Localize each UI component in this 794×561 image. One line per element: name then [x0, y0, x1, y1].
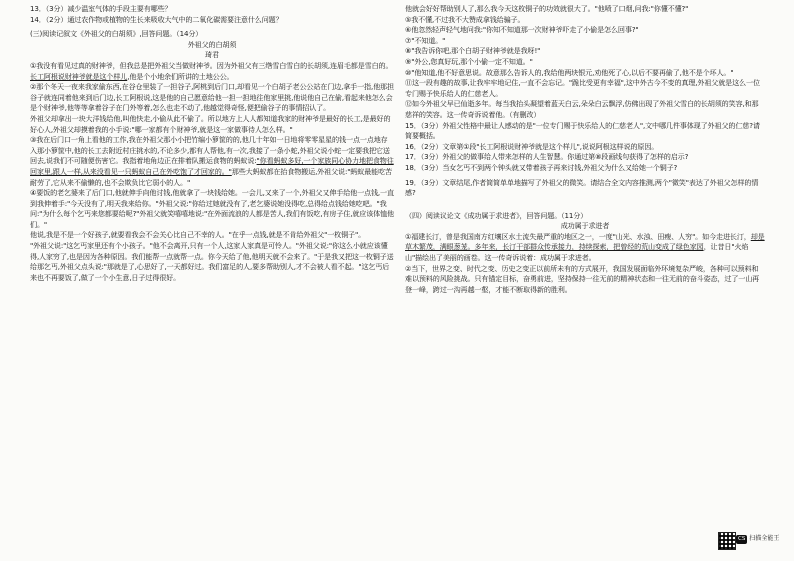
section-4-heading: （四）阅读议论文《成功属于求进者》，回答问题。（11分） [405, 210, 588, 220]
paragraph-10: ⑩"他知道,他不好意思说。故意那么告诉人的,我给他两块银元,劝他死了心,以后不要再偷了,他不是个坏人。" [405, 67, 734, 77]
paragraph-6: ⑥他忽然轻声轻气地问我:"你知不知道那一次财神爷吓走了小偷是怎么回事?" [405, 25, 639, 35]
paragraph-3-text: ③我在后门口一角上看他的工作,我在外祖父那小小把竹编小箩筐的的,他几十年如一日地将零零星星的钱一点一点地存入那小箩筐中,他的长工去附近村庄挑水的,不论多少,都有人帮他,有一次,我接了一条小蛇,外祖父说小蛇一定要我把它送回去,说我们不可随便伤害它。我指着地角边正在排着队搬运食物的蚂蚁说: [30, 135, 390, 166]
paragraph-3-underlined: "你看蚂蚁多好,一个家族同心协力地把食物往回家里,跟人一样,从来没看见一只蚂蚁自己在外吃饱了才回家的。" [30, 156, 394, 176]
essay-title: 外祖父的白胡须 [187, 39, 237, 49]
essay-4-p1-end: ，让昔日"火焰山"描绘出了美丽的画卷。这一传奇诉说着：成功属于求进者。 [405, 242, 749, 263]
paragraph-4-cont: 他就会好好帮助别人了,那么我今天这枚铜子的功效就很大了。"他喷了口烟,问我:"你懂不懂?" [405, 4, 689, 13]
essay-4-p1-text: ①福建长汀，曾是我国南方红壤区水土流失最严重的地区之一，一度"山光、水浊、田瘦、人穷"。如今走进长汀， [405, 231, 751, 241]
question-13: 13．（3分）减少温室气体的手段主要有哪些？ [30, 4, 172, 13]
question-17: 17．（3分）外祖父的做事给人带来怎样的人生智慧。你通过第⑧段画线句获得了怎样的启示? [405, 152, 689, 162]
scanner-watermark [736, 533, 779, 545]
essay-4-p1-underlined: 却是草木繁茂，满眼葱茏。多年来，长汀干部群众传承接力，持续探索，把曾经的荒山变成了绿色家园 [405, 231, 765, 252]
essay-4-title: 成功属于求进者 [560, 221, 610, 231]
paragraph-2: ②那个冬天一夜来我家偷东西,在谷仓里装了一担谷子,阿桃到后门口,却看见一个白胡子老公公站在门边,拿手一指,他那担谷子就连同着他来到后门边,长工阿根说,这是他的自己愿意给他一担一担地往他家里挑,他说他自己在偷,看起来他怎么会是个财神爷,他等等拿着谷子在门外等着,怎么也走不动了,他越觉得奇怪,便把偷谷子的事情招认了。 [30, 82, 394, 113]
paragraph-11: ⑪这一段有趣的故事,让我牢牢地记住,一直不会忘记。"跪比受更有幸福",这中外古今不变的真理,外祖父就是这么一位专门赐予快乐给人的仁慈老人。 [405, 78, 760, 98]
paragraph-5: ⑤我不懂,不过我不大赞成拿钱给骗子。 [405, 14, 525, 24]
paragraph-3 [30, 135, 394, 188]
left-column [30, 4, 394, 283]
question-16: 16．（2分）文章第①段"长工阿根说财神爷就是这个样儿",说说阿根这样说的原因。 [405, 141, 659, 151]
paragraph-1-end: ,他是个小地余们所讲的土地公公。 [127, 71, 234, 81]
essay-author: 琦君 [205, 50, 219, 60]
paragraph-3-end: 那些大蚂蚁都在抬食物搬运,外祖父说:"蚂蚁最能吃苦耐劳了,它从来不偷懒的,也不会欺负比它弱小的人。" [30, 166, 392, 187]
paragraph-4: ④要饭的老乞婆来了后门口,他就伸手向他讨钱,他就拿了一块钱给她。一会儿,又来了一个,外祖父又伸手给他一点钱,一直到我伸着手:"今天没有了,明天我来给你。"外祖父说:"你给过她就没有了,老乞婆说她没得吃,总得给点钱给她吃吧。"我问:"为什么每个乞丐来您都要给呢?"外祖父就笑嘻嘻地说:"在外面流浪的人都是苦人,我们有饭吃,有房子住,就应该体恤他们。" [30, 188, 394, 229]
essay-4-paragraph-1 [405, 232, 765, 264]
question-14: 14．（2分）通过农作物或植物的生长来吸收大气中的二氧化碳需要注意什么问题？ [30, 14, 283, 24]
paragraph-1-underlined: 长工阿根说财神爷就是这个样儿 [30, 71, 128, 81]
camscanner-logo-icon: CS [738, 535, 746, 542]
paragraph-1 [30, 61, 394, 82]
scanner-label: 扫描全能王 [749, 535, 780, 542]
paragraph-4b: 他说,我是不是一个好孩子,就要看我会不会关心比自己不幸的人。"在乎一点钱,就是不肯给外祖父"一枚铜子"。 [30, 230, 366, 240]
essay-4-paragraph-2: ②当下，世界之变、时代之变、历史之变正以前所未有的方式展开，我国发展面临外环境复杂严峻，各种可以预料和难以预料的风险挑战。只有锚定目标，奋勇前进，坚持保持一往无前的精神状态和一往无前的奋斗姿态，过了一山再登一峰，跨过一沟再越一壑，才能不断取得新的胜利。 [405, 263, 760, 294]
question-15: 15．（3分）外祖父性格中最让人感动的是"一位专门赐于快乐给人的仁慈老人",文中哪几件事体现了外祖父的仁慈?请简要概括。 [405, 120, 760, 141]
qr-code-icon [718, 532, 736, 550]
paragraph-4c: "外祖父说:"这乞丐家里还有个小孩子。"他不会离开,只有一个人,这家人家真是可怜人。"外祖父说:"你这么小就应该懂得,人家穷了,也是因为各种原因。我们能帮一点就帮一点。你今天给了他,他明天就不会来了。"于是我又把这一枚铜子送给那乞丐,外祖父点头说:"那就是了,心思好了,一天都好过。我们富足的人,要多帮助别人,才不会被人看不起。"这乞丐后来也不再要饭了,做了一个小生意,日子过得很好。 [30, 241, 394, 282]
right-column [405, 4, 765, 295]
paragraph-1-text: ①我没有看见过真的财神爷，但我总是把外祖父当做财神爷。因为外祖父有三绺雪白雪白的长胡须,连眉毛都是雪白的。 [30, 60, 393, 70]
section-3-heading: (三)阅读记叙文《外祖父的白胡须》,回答问题。（14分） [30, 29, 203, 39]
paragraph-8: ⑧"我告诉你吧,那个白胡子财神爷就是我呀!" [405, 46, 541, 56]
paragraph-12: ⑫如今外祖父早已仙逝多年。每当我抬头凝望着蓝天白云,朵朵白云飘浮,仿佛出现了外祖父雪白的长胡须的笑容,和那慈祥的笑容。这一传奇诉说着他。（有删改） [405, 99, 759, 119]
question-18: 18．（3分）当女乞丐不到两个钟头就又带着孩子再来讨钱,外祖父为什么又给她一个铜子? [405, 162, 678, 172]
paragraph-2b: 外祖父却拿出一块大洋钱给他,叫他快走,小偷从此不偷了。所以地方上人人都知道我家的财神爷是最好的长工,是最好的好心人,外祖父却摸着我的小手说:"哪一家都有个财神爷,就是这一家做事待人怎么样。" [30, 113, 391, 134]
question-19: 19．（3分）文章结尾,作者简简单单地描写了外祖父的微笑。请结合全文内容推测,两个"微笑"表达了外祖父怎样的情感? [405, 177, 759, 198]
paragraph-9: ⑨"外公,您真好玩,那个小偷一定不知道。" [405, 56, 533, 66]
paragraph-7: ⑦"不知道。" [405, 35, 446, 45]
